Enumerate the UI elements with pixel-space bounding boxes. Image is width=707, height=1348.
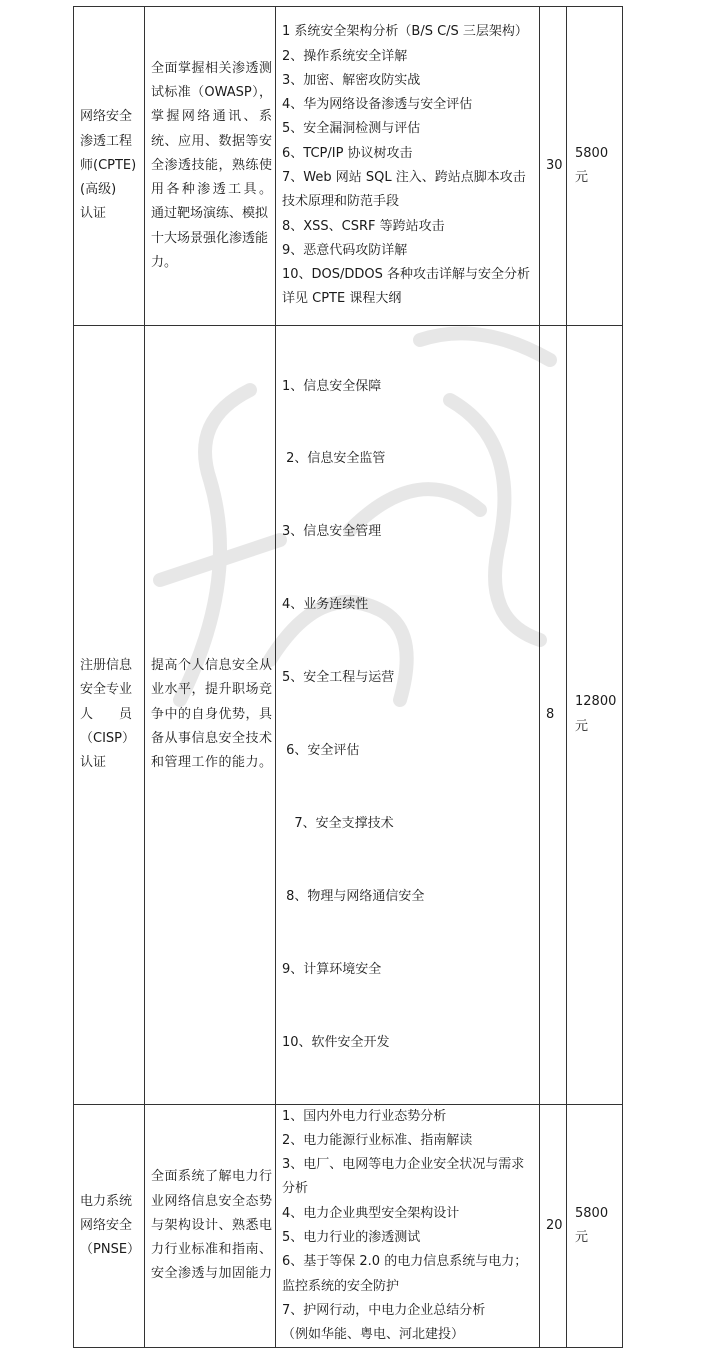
content-item: 9、恶意代码攻防详解 — [282, 242, 408, 258]
course-name-line: 认证 — [80, 206, 107, 222]
content-item: 5、电力行业的渗透测试 — [282, 1229, 421, 1245]
content-item: 4、华为网络设备渗透与安全评估 — [282, 97, 473, 113]
course-goal-text: 通过靶场演练、模拟十大场景强化渗透能力。 — [151, 206, 269, 271]
content-item: 3、加密、解密攻防实战 — [282, 72, 421, 88]
course-name-line: 注册信息 — [80, 658, 133, 673]
content-item: 4、业务连续性 — [282, 597, 369, 613]
content-item: 8、XSS、CSRF 等跨站攻击 — [282, 218, 445, 234]
course-content-cell — [276, 1104, 540, 1348]
table-row — [74, 1104, 623, 1348]
course-name-line: 渗透工程 — [80, 133, 133, 149]
content-item: （例如华能、粤电、河北建投） — [282, 1327, 465, 1343]
course-price-cell: 5800元 — [567, 7, 623, 326]
course-goal-cell — [145, 7, 276, 326]
course-name-cell — [74, 1104, 145, 1348]
course-content-cell — [276, 7, 540, 326]
content-item: 10、DOS/DDOS 各种攻击详解与安全分析 — [282, 267, 531, 283]
table-row — [74, 7, 623, 326]
content-item: 6、TCP/IP 协议树攻击 — [282, 145, 413, 161]
content-item: 10、软件安全开发 — [282, 1034, 390, 1050]
course-name-line: (高级) — [80, 182, 117, 198]
course-name-cell — [74, 7, 145, 326]
course-goal-text: 全面系统了解电力行业网络信息安全态势与架构设计、熟悉电力行业标准和指南、安全渗透与加固能力 — [151, 1169, 272, 1282]
content-item: 1、信息安全保障 — [282, 378, 382, 394]
content-item: 8、物理与网络通信安全 — [282, 888, 425, 904]
course-name-line: （PNSE） — [80, 1242, 141, 1258]
table-row — [74, 326, 623, 1105]
course-name-line: 人 员 — [80, 706, 133, 722]
course-goal-cell — [145, 1104, 276, 1348]
course-name-line: （CISP） — [80, 730, 136, 746]
content-item: 7、安全支撑技术 — [282, 815, 394, 831]
course-days-cell: 30 — [540, 7, 567, 326]
content-item: 详见 CPTE 课程大纲 — [282, 291, 402, 307]
content-item: 9、计算环境安全 — [282, 961, 382, 977]
course-goal-text: 全面掌握相关渗透测试标准（OWASP），掌握网络通讯、系统、应用、数据等安全渗透技能，熟练使用各种渗透工具。 — [151, 60, 272, 198]
content-item: 1、国内外电力行业态势分析 — [282, 1108, 447, 1124]
content-item: 2、信息安全监管 — [282, 451, 386, 467]
course-goal-text: 提高个人信息安全从业水平，提升职场竞争中的自身优势，具备从事信息安全技术和管理工作的能力。 — [151, 658, 272, 771]
course-goal-cell — [145, 326, 276, 1105]
course-name-line: 安全专业 — [80, 682, 133, 698]
content-item: 1 系统安全架构分析（B/S C/S 三层架构） — [282, 24, 528, 40]
content-item: 3、电厂、电网等电力企业安全状况与需求分析 — [282, 1157, 525, 1197]
course-name-line: 网络安全 — [80, 1217, 133, 1233]
course-price-cell: 5800元 — [567, 1104, 623, 1348]
course-price-cell: 12800元 — [567, 326, 623, 1105]
content-item: 4、电力企业典型安全架构设计 — [282, 1205, 460, 1221]
course-name-cell — [74, 326, 145, 1105]
content-item: 2、操作系统安全详解 — [282, 48, 408, 64]
content-item: 6、安全评估 — [282, 743, 360, 759]
content-item: 7、护网行动，中电力企业总结分析 — [282, 1302, 486, 1318]
content-item: 5、安全漏洞检测与评估 — [282, 121, 421, 137]
content-item: 5、安全工程与运营 — [282, 670, 395, 686]
course-name-line: 电力系统 — [80, 1193, 133, 1209]
course-name-line: 网络安全 — [80, 109, 133, 125]
course-name-line: 师(CPTE) — [80, 157, 137, 173]
content-item: 6、基于等保 2.0 的电力信息系统与电力；监控系统的安全防护 — [282, 1254, 528, 1294]
content-item: 3、信息安全管理 — [282, 524, 382, 540]
course-table — [73, 6, 623, 1348]
content-item: 2、电力能源行业标准、指南解读 — [282, 1132, 473, 1148]
content-item: 7、Web 网站 SQL 注入、跨站点脚本攻击技术原理和防范手段 — [282, 170, 526, 210]
course-content-cell — [276, 326, 540, 1105]
course-name-line: 认证 — [80, 755, 107, 771]
course-days-cell: 20 — [540, 1104, 567, 1348]
course-days-cell: 8 — [540, 326, 567, 1105]
